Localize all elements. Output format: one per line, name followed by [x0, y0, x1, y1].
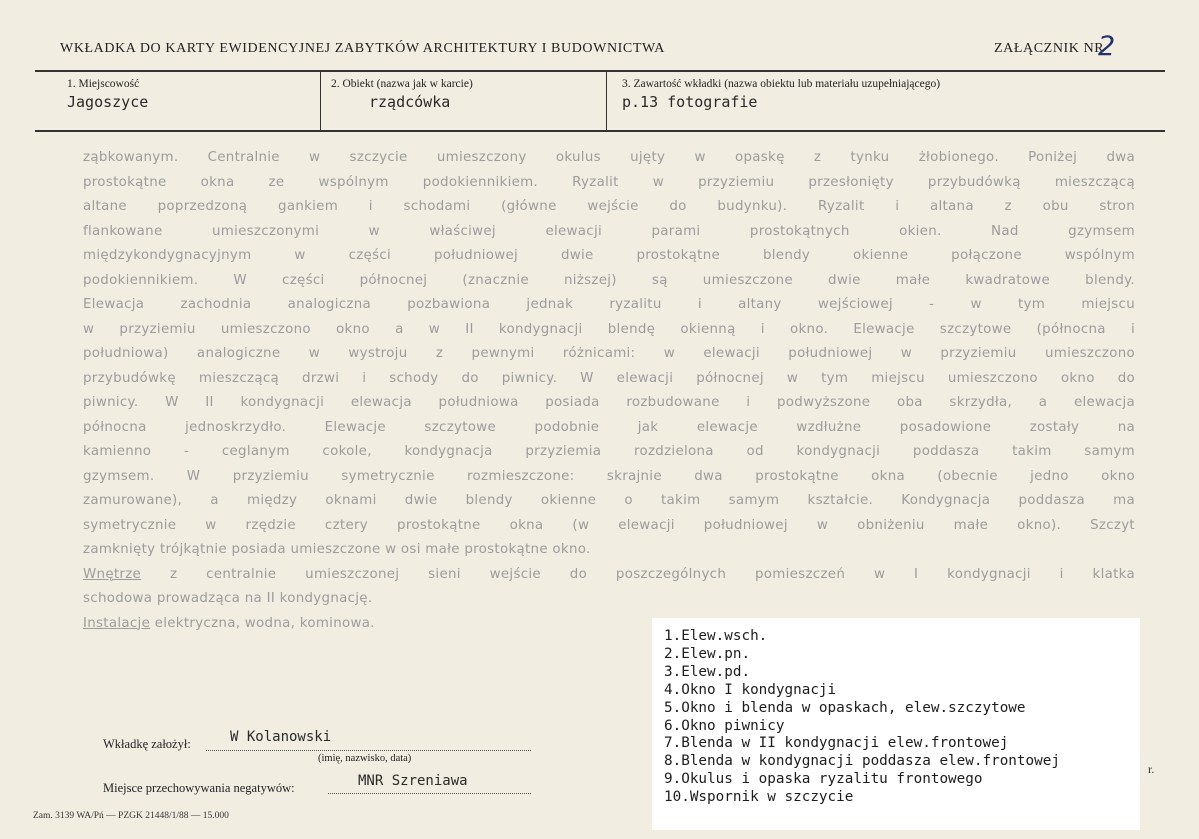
photo-list-item: 4.Okno I kondygnacji	[664, 681, 837, 698]
description-line: symetrycznie w rzędzie cztery prostokątne okna (w elewacji południowej w obniżeniu małe okno). Szczyt	[83, 517, 1135, 533]
founder-line	[206, 750, 531, 751]
description-line: północna jednoskrzydło. Elewacje szczytowe podobnie jak elewacje wzdłużne posadowione zostały na	[83, 419, 1135, 435]
field-label-object: 2. Obiekt (nazwa jak w karcie)	[331, 78, 473, 90]
description-line: prostokątne okna ze wspólnym podokiennikiem. Ryzalit w przyziemiu przesłonięty przybudówką mieszczącą	[83, 174, 1135, 190]
description-line: flankowane umieszczonymi w właściwej elewacji parami prostokątnych okien. Nad gzymsem	[83, 223, 1135, 239]
photo-list-item: 7.Blenda w II kondygnacji elew.frontowej	[664, 735, 1009, 752]
description-line: altane poprzedzoną gankiem i schodami (główne wejście do budynku). Ryzalit i altana z obu stron	[83, 199, 1135, 214]
field-label-contents: 3. Zawartość wkładki (nazwa obiektu lub materiału uzupełniającego)	[622, 78, 941, 90]
photo-list-item: 9.Okulus i opaska ryzalitu frontowego	[664, 771, 983, 788]
photo-list	[664, 628, 1060, 807]
description-line: kamienno - ceglanym cokole, kondygnacja przyziemia rozdzielona od kondygnacji poddasza takim samym	[83, 444, 1135, 459]
founder-caption: (imię, nazwisko, data)	[318, 753, 412, 764]
description-line: przybudówkę mieszczącą drzwi i schody do piwnicy. W elewacji północnej w tym miejscu umieszczono okno do	[83, 370, 1135, 386]
interior-text: z centralnie umieszczonej sieni wejście do poszczególnych pomieszczeń w I kondygnacji i klatka	[141, 566, 1135, 582]
description-line: w przyziemiu umieszczono okno a w II kondygnacji blendę okienną i okno. Elewacje szczytowe (północna i	[83, 321, 1135, 337]
description-line: zamknięty trójkątnie posiada umieszczone w osi małe prostokątne okno.	[83, 542, 591, 557]
description-line: gzymsem. W przyziemiu symetrycznie rozmieszczone: skrajnie dwa prostokątne okna (obecnie jedno okno	[83, 468, 1135, 484]
founder-label: Wkładkę założył:	[103, 737, 191, 751]
form-title: WKŁADKA DO KARTY EWIDENCYJNEJ ZABYTKÓW ARCHITEKTURY I BUDOWNICTWA	[60, 41, 665, 56]
photo-list-item: 8.Blenda w kondygnacji poddasza elew.frontowej	[664, 753, 1060, 770]
description-line: Elewacja zachodnia analogiczna pozbawiona jednak ryzalitu i altany wejściowej - w tym miejscu	[83, 297, 1135, 312]
description-line: podokiennikiem. W części północnej (znacznie niższej) są umieszczone dwie małe kwadratowe blendy.	[83, 272, 1135, 288]
negatives-label: Miejsce przechowywania negatywów:	[103, 781, 295, 795]
installations-label: Instalacje	[83, 615, 151, 631]
print-footer: Zam. 3139 WA/Pń — PZGK 21448/1/88 — 15.000	[33, 811, 229, 821]
attachment-label: ZAŁĄCZNIK NR	[994, 41, 1105, 56]
description-text	[83, 146, 1135, 636]
negatives-line	[328, 793, 531, 794]
field-value-location: Jagoszyce	[67, 93, 149, 111]
photo-list-item: 3.Elew.pd.	[664, 663, 751, 680]
photo-list-item: 1.Elew.wsch.	[664, 628, 768, 644]
interior-line	[83, 563, 1135, 588]
attachment-number: 2	[1098, 31, 1116, 62]
interior-line-2: schodowa prowadząca na II kondygnację.	[83, 591, 373, 606]
field-divider	[320, 72, 321, 130]
interior-label: Wnętrze	[83, 566, 142, 582]
header-fields	[35, 70, 1165, 132]
photo-list-item: 5.Okno i blenda w opaskach, elew.szczytowe	[664, 699, 1026, 716]
negatives-value: MNR Szreniawa	[358, 773, 468, 789]
margin-mark: r.	[1148, 762, 1155, 776]
photo-list-item: 6.Okno piwnicy	[664, 717, 785, 734]
photo-list-slip	[652, 618, 1140, 830]
description-line: międzykondygnacyjnym w części południowej dwie prostokątne blendy okienne połączone wspólnym	[83, 248, 1135, 263]
photo-list-item: 2.Elew.pn.	[664, 645, 751, 662]
founder-value: W Kolanowski	[230, 729, 332, 745]
field-value-object: rządcówka	[369, 93, 451, 111]
description-line: zamurowane), a między oknami dwie blendy okienne o takim samym kształcie. Kondygnacja poddasza ma	[83, 493, 1135, 508]
field-divider	[606, 72, 607, 130]
description-line: ząbkowanym. Centralnie w szczycie umieszczony okulus ujęty w opaskę z tynku żłobionego. Poniżej dwa	[83, 150, 1135, 165]
installations-text: elektryczna, wodna, kominowa.	[150, 615, 375, 631]
field-value-contents: p.13 fotografie	[622, 93, 758, 111]
description-line: południowa) analogiczne w wystroju z pewnymi różnicami: w elewacji południowej w przyziemiu umieszczono	[83, 346, 1135, 361]
description-line: piwnicy. W II kondygnacji elewacja południowa posiada rozbudowane i podwyższone oba skrzydła, a elewacja	[83, 395, 1135, 410]
field-label-location: 1. Miejscowość	[67, 78, 140, 90]
photo-list-item: 10.Wspornik w szczycie	[664, 789, 854, 806]
